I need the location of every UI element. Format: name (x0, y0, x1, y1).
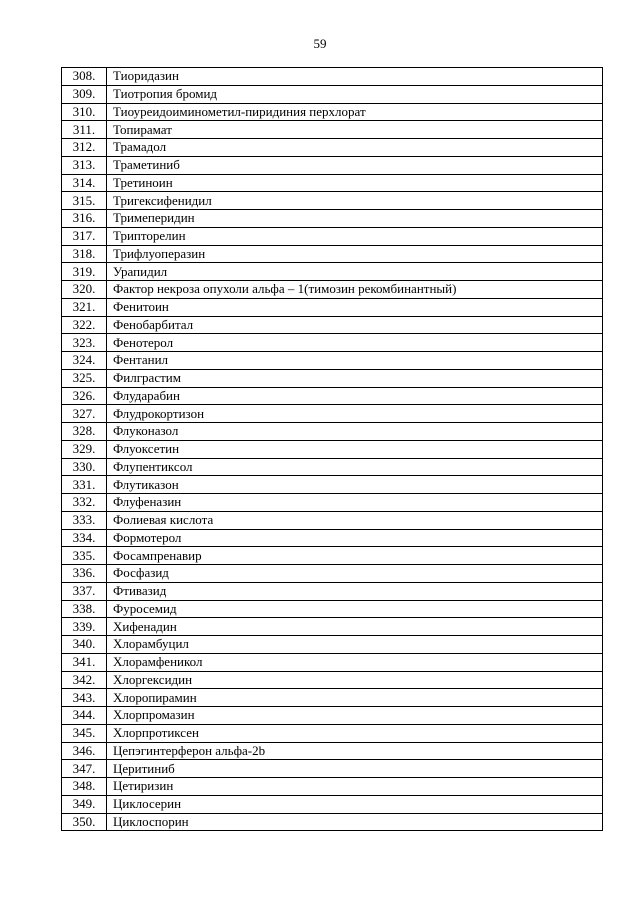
drug-name: Хлоропирамин (107, 689, 603, 707)
table-row (62, 476, 603, 494)
row-number: 332. (62, 494, 107, 512)
row-number: 317. (62, 227, 107, 245)
table-row (62, 760, 603, 778)
drug-name: Фенотерол (107, 334, 603, 352)
row-number: 343. (62, 689, 107, 707)
drug-name: Тиоуреидоиминометил-пиридиния перхлорат (107, 103, 603, 121)
drug-name: Циклоспорин (107, 813, 603, 831)
row-number: 321. (62, 298, 107, 316)
table-row (62, 494, 603, 512)
drug-name: Тримеперидин (107, 210, 603, 228)
row-number: 314. (62, 174, 107, 192)
row-number: 350. (62, 813, 107, 831)
drug-list-table (61, 67, 603, 831)
table-row (62, 724, 603, 742)
table-row (62, 352, 603, 370)
drug-name: Флуоксетин (107, 440, 603, 458)
table-row (62, 334, 603, 352)
drug-name: Топирамат (107, 121, 603, 139)
table-row (62, 795, 603, 813)
row-number: 319. (62, 263, 107, 281)
drug-name: Хлорамфеникол (107, 653, 603, 671)
table-row (62, 245, 603, 263)
table-row (62, 511, 603, 529)
drug-name: Цетиризин (107, 778, 603, 796)
row-number: 318. (62, 245, 107, 263)
drug-name: Урапидил (107, 263, 603, 281)
drug-name: Циклосерин (107, 795, 603, 813)
drug-name: Фенобарбитал (107, 316, 603, 334)
row-number: 330. (62, 458, 107, 476)
drug-name: Хлорамбуцил (107, 636, 603, 654)
table-row (62, 742, 603, 760)
drug-name: Фосфазид (107, 565, 603, 583)
drug-name: Фактор некроза опухоли альфа – 1(тимозин рекомбинантный) (107, 281, 603, 299)
drug-name: Флуконазол (107, 423, 603, 441)
drug-name: Трифлуоперазин (107, 245, 603, 263)
drug-name: Третиноин (107, 174, 603, 192)
drug-name: Тригексифенидил (107, 192, 603, 210)
row-number: 342. (62, 671, 107, 689)
table-row (62, 582, 603, 600)
table-row (62, 405, 603, 423)
drug-name: Флупентиксол (107, 458, 603, 476)
row-number: 345. (62, 724, 107, 742)
row-number: 337. (62, 582, 107, 600)
drug-name: Флутиказон (107, 476, 603, 494)
table-row (62, 192, 603, 210)
row-number: 310. (62, 103, 107, 121)
table-row (62, 600, 603, 618)
table-row (62, 139, 603, 157)
row-number: 341. (62, 653, 107, 671)
table-row (62, 263, 603, 281)
table-row (62, 565, 603, 583)
drug-name: Фосампренавир (107, 547, 603, 565)
row-number: 339. (62, 618, 107, 636)
row-number: 311. (62, 121, 107, 139)
drug-name: Филграстим (107, 369, 603, 387)
table-row (62, 547, 603, 565)
table-row (62, 156, 603, 174)
row-number: 308. (62, 68, 107, 86)
table-row (62, 707, 603, 725)
row-number: 333. (62, 511, 107, 529)
row-number: 315. (62, 192, 107, 210)
drug-name: Флудрокортизон (107, 405, 603, 423)
table-row (62, 653, 603, 671)
table-row (62, 103, 603, 121)
table-row (62, 636, 603, 654)
row-number: 347. (62, 760, 107, 778)
drug-name: Церитиниб (107, 760, 603, 778)
row-number: 335. (62, 547, 107, 565)
table-row (62, 671, 603, 689)
drug-name: Фолиевая кислота (107, 511, 603, 529)
row-number: 316. (62, 210, 107, 228)
row-number: 313. (62, 156, 107, 174)
drug-name: Тиоридазин (107, 68, 603, 86)
drug-name: Формотерол (107, 529, 603, 547)
table-row (62, 121, 603, 139)
drug-name: Флуфеназин (107, 494, 603, 512)
table-row (62, 210, 603, 228)
row-number: 326. (62, 387, 107, 405)
table-row (62, 689, 603, 707)
drug-name: Траметиниб (107, 156, 603, 174)
table-row (62, 316, 603, 334)
table-row (62, 778, 603, 796)
drug-name: Фенитоин (107, 298, 603, 316)
row-number: 327. (62, 405, 107, 423)
drug-name: Цепэгинтерферон альфа-2b (107, 742, 603, 760)
row-number: 344. (62, 707, 107, 725)
page-number: 59 (313, 36, 327, 51)
row-number: 348. (62, 778, 107, 796)
drug-name: Хлоргексидин (107, 671, 603, 689)
table-row (62, 529, 603, 547)
drug-list-body (62, 68, 603, 831)
drug-name: Хлорпромазин (107, 707, 603, 725)
table-row (62, 281, 603, 299)
drug-name: Хлорпротиксен (107, 724, 603, 742)
table-row (62, 174, 603, 192)
table-row (62, 298, 603, 316)
drug-name: Фуросемид (107, 600, 603, 618)
row-number: 338. (62, 600, 107, 618)
row-number: 336. (62, 565, 107, 583)
drug-name: Фтивазид (107, 582, 603, 600)
drug-name: Фентанил (107, 352, 603, 370)
row-number: 340. (62, 636, 107, 654)
row-number: 349. (62, 795, 107, 813)
drug-name: Флударабин (107, 387, 603, 405)
row-number: 320. (62, 281, 107, 299)
table-row (62, 227, 603, 245)
table-row (62, 85, 603, 103)
row-number: 328. (62, 423, 107, 441)
table-row (62, 458, 603, 476)
row-number: 309. (62, 85, 107, 103)
table-row (62, 618, 603, 636)
table-row (62, 387, 603, 405)
table-row (62, 440, 603, 458)
drug-name: Тиотропия бромид (107, 85, 603, 103)
row-number: 334. (62, 529, 107, 547)
row-number: 325. (62, 369, 107, 387)
table-row (62, 813, 603, 831)
drug-name: Трамадол (107, 139, 603, 157)
table-row (62, 68, 603, 86)
row-number: 324. (62, 352, 107, 370)
row-number: 329. (62, 440, 107, 458)
row-number: 312. (62, 139, 107, 157)
row-number: 346. (62, 742, 107, 760)
table-row (62, 369, 603, 387)
row-number: 322. (62, 316, 107, 334)
row-number: 331. (62, 476, 107, 494)
drug-name: Трипторелин (107, 227, 603, 245)
table-row (62, 423, 603, 441)
drug-name: Хифенадин (107, 618, 603, 636)
row-number: 323. (62, 334, 107, 352)
